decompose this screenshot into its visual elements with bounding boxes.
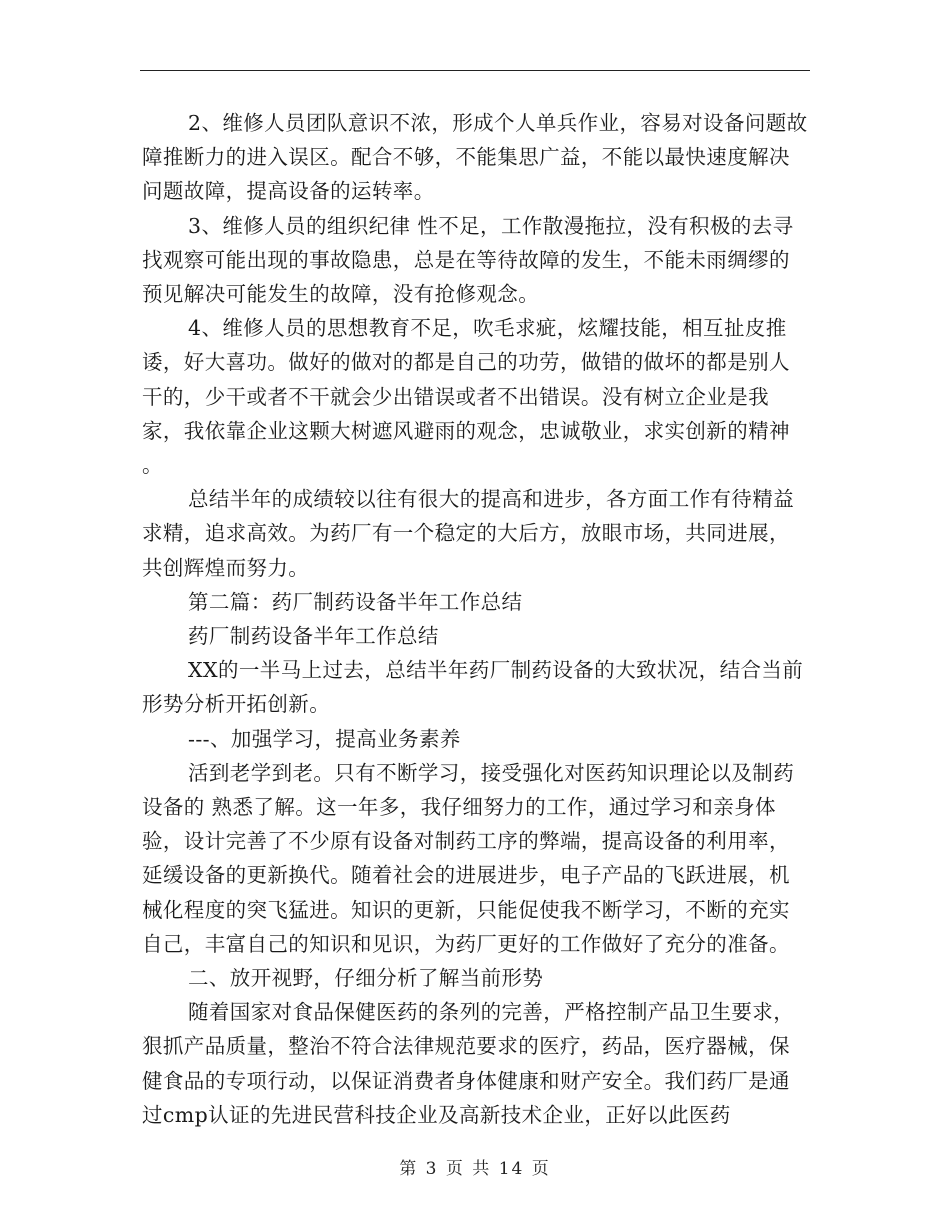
paragraph: XX的一半马上过去，总结半年药厂制药设备的大致状况，结合当前形势分析开拓创新。 xyxy=(142,658,804,717)
paragraph: 3、维修人员的组织纪律 性不足，工作散漫拖拉，没有积极的去寻找观察可能出现的事故隐患，总是在等待故障的发生，不能未雨绸缪的预见解决可能发生的故障，没有抢修观念。 xyxy=(142,213,794,307)
paragraph: 2、维修人员团队意识不浓，形成个人单兵作业，容易对设备问题故障推断力的进入误区。配合不够，不能集思广益，不能以最快速度解决问题故障，提高设备的运转率。 xyxy=(142,111,808,204)
document-body xyxy=(142,106,810,1132)
paragraph: 4、维修人员的思想教育不足，吹毛求疵，炫耀技能，相互扯皮推诿，好大喜功。做好的做对的都是自己的功劳，做错的做坏的都是别人干的，少干或者不干就会少出错误或者不出错误。没有树立企业是我家，我依靠企业这颗大树遮风避雨的观念，忠诚敬业，求实创新的精神 。 xyxy=(142,316,790,478)
section-heading: 二、放开视野，仔细分析了解当前形势 xyxy=(188,966,544,991)
header-rule xyxy=(140,70,810,71)
document-title: 药厂制药设备半年工作总结 xyxy=(188,624,439,649)
paragraph: 活到老学到老。只有不断学习，接受强化对医药知识理论以及制药设备的 熟悉了解。这一年多，我仔细努力的工作，通过学习和亲身体验，设计完善了不少原有设备对制药工序的弊端，提高设备的利用率，延缓设备的更新换代。随着社会的进展进步，电子产品的飞跃进展，机械化程度的突飞猛进。知识的更新，只能促使我不断学习，不断的充实自己，丰富自己的知识和见识，为药厂更好的工作做好了充分的准备。 xyxy=(142,760,795,956)
paragraph: 总结半年的成绩较以往有很大的提高和进步，各方面工作有待精益求精，追求高效。为药厂有一个稳定的大后方，放眼市场，共同进展，共创辉煌而努力。 xyxy=(142,487,795,580)
paragraph: 随着国家对食品保健医药的条列的完善，严格控制产品卫生要求，狠抓产品质量，整治不符合法律规范要求的医疗，药品，医疗器械，保健食品的专项行动，以保证消费者身体健康和财产安全。我们药厂是通过cmp认证的先进民营科技企业及高新技术企业，正好以此医药 xyxy=(142,1000,795,1127)
section-heading: ---、加强学习，提高业务素养 xyxy=(188,726,461,751)
page-number-footer: 第 3 页 共 14 页 xyxy=(399,1159,551,1179)
section-heading: 第二篇：药厂制药设备半年工作总结 xyxy=(188,589,523,614)
